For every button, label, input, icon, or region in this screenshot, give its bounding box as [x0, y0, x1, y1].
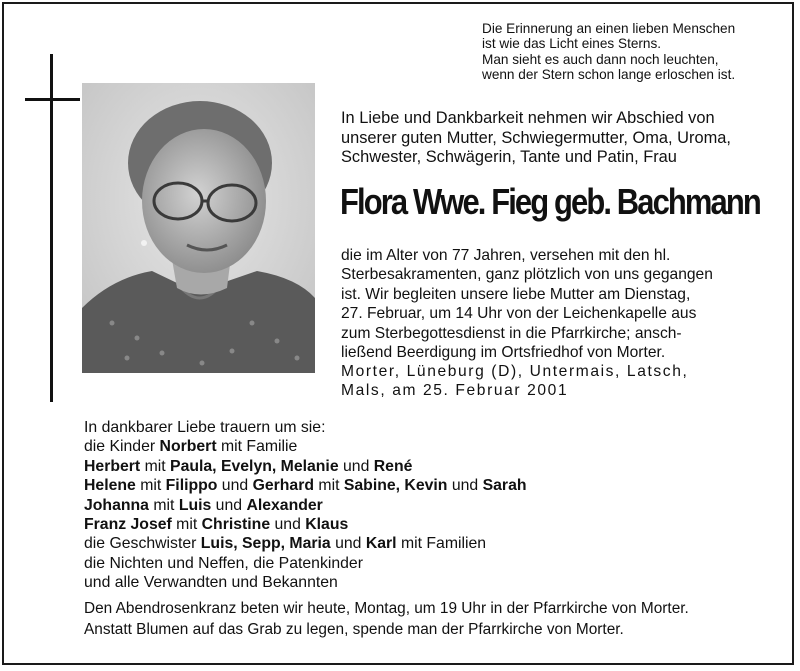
mourner-line: Johanna mit Luis und Alexander: [84, 496, 323, 514]
intro-line: Schwester, Schwägerin, Tante und Patin, Frau: [341, 148, 677, 166]
mourner-line: die Kinder Norbert mit Familie: [84, 438, 298, 456]
mourners-list: [84, 418, 527, 593]
details-line: zum Sterbegottesdienst in die Pfarrkirche; ansch-: [341, 324, 682, 342]
details-line: Sterbesakramenten, ganz plötzlich von uns gegangen: [341, 266, 713, 284]
cross-vertical: [50, 54, 53, 402]
mourner-line: und alle Verwandten und Bekannten: [84, 574, 338, 592]
portrait-photo: [82, 83, 315, 373]
places-line: Mals, am 25. Februar 2001: [341, 382, 569, 400]
places-line: Morter, Lüneburg (D), Untermais, Latsch,: [341, 363, 689, 380]
details-line: ist. Wir begleiten unsere liebe Mutter am Dienstag,: [341, 285, 691, 303]
deceased-name: Flora Wwe. Fieg geb. Bachmann: [340, 181, 760, 222]
rosary-note: Den Abendrosenkranz beten wir heute, Montag, um 19 Uhr in der Pfarrkirche von Morter.: [84, 600, 689, 617]
mourner-line: Franz Josef mit Christine und Klaus: [84, 516, 349, 534]
details-line: die im Alter von 77 Jahren, versehen mit den hl.: [341, 247, 671, 264]
quote-line: wenn der Stern schon lange erloschen ist.: [482, 66, 736, 82]
memorial-quote: [482, 21, 735, 82]
quote-line: Man sieht es auch dann noch leuchten,: [482, 51, 719, 67]
donation-note: Anstatt Blumen auf das Grab zu legen, spende man der Pfarrkirche von Morter.: [84, 621, 624, 638]
mourner-line: Helene mit Filippo und Gerhard mit Sabine, Kevin und Sarah: [84, 477, 527, 495]
funeral-details: [341, 246, 771, 362]
cross-horizontal: [25, 98, 80, 101]
quote-line: ist wie das Licht eines Sterns.: [482, 36, 662, 52]
footer-notes: [84, 598, 689, 640]
mourner-line: die Geschwister Luis, Sepp, Maria und Karl mit Familien: [84, 535, 487, 553]
mourner-line: die Nichten und Neffen, die Patenkinder: [84, 554, 363, 572]
places-and-date: [341, 362, 688, 401]
intro-line: unserer guten Mutter, Schwiegermutter, Oma, Uroma,: [341, 128, 731, 147]
mourner-line: Herbert mit Paula, Evelyn, Melanie und René: [84, 457, 413, 475]
details-line: ließend Beerdigung im Ortsfriedhof von Morter.: [341, 344, 666, 362]
quote-line: Die Erinnerung an einen lieben Menschen: [482, 21, 736, 36]
intro-text: [341, 109, 731, 168]
mourners-intro: In dankbarer Liebe trauern um sie:: [84, 419, 326, 436]
intro-line: In Liebe und Dankbarkeit nehmen wir Abschied von: [341, 109, 715, 127]
details-line: 27. Februar, um 14 Uhr von der Leichenkapelle aus: [341, 305, 697, 323]
